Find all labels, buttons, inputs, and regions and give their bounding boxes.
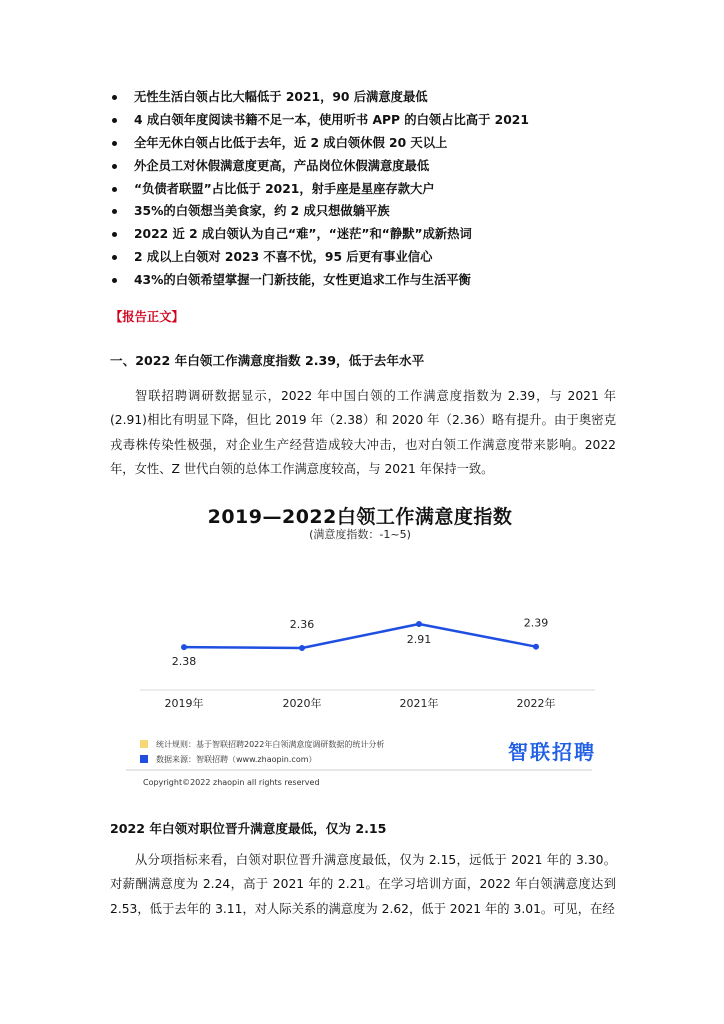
list-item	[108, 109, 648, 132]
x-tick-label: 2021年	[399, 697, 439, 710]
series-line	[184, 624, 536, 648]
satisfaction-index-chart	[120, 496, 600, 796]
bullet-text: 43%的白领希望掌握一门新技能，女性更追求工作与生活平衡	[134, 273, 471, 288]
bullet-dot	[112, 255, 117, 260]
bullet-dot	[112, 164, 117, 169]
zhaopin-logo: 智联招聘	[508, 740, 596, 764]
data-point	[299, 645, 305, 651]
bullet-text: “负债者联盟”占比低于 2021，射手座是星座存款大户	[134, 181, 435, 196]
section-tag: 【报告正文】	[110, 310, 184, 324]
list-item	[108, 223, 648, 246]
x-tick-label: 2019年	[164, 697, 204, 710]
bullet-dot	[112, 95, 117, 100]
legend-swatch-yellow	[140, 740, 148, 748]
body-paragraph: 从分项指标来看，白领对职位晋升满意度最低，仅为 2.15，远低于 2021 年的 3.30。对薪酬满意度为 2.24，高于 2021 年的 2.21。在学习培训方面，2022 年白领满意度达到 2.53，低于去年的 3.11，对人际关系的满意度为 2.62，低于 2021 年的 3.01。可见，在经	[110, 853, 616, 916]
data-label: 2.91	[406, 633, 432, 646]
bullet-dot	[112, 118, 117, 123]
bullet-text: 外企员工对休假满意度更高，产品岗位休假满意度最低	[134, 158, 430, 173]
data-point	[416, 621, 422, 627]
bullet-text: 2 成以上白领对 2023 不喜不忧，95 后更有事业信心	[134, 250, 433, 265]
data-label: 2.38	[171, 655, 197, 669]
bullet-text: 4 成白领年度阅读书籍不足一本，使用听书 APP 的白领占比高于 2021	[134, 112, 529, 127]
list-item	[108, 155, 648, 178]
bullet-dot	[112, 232, 117, 237]
list-item	[108, 200, 648, 223]
chart-subtitle: (满意度指数：-1~5)	[309, 528, 411, 541]
data-label: 2.36	[289, 618, 315, 631]
bullet-dot	[112, 278, 117, 283]
data-point	[533, 644, 539, 650]
chart-footnote-source	[140, 754, 317, 765]
legend-swatch-blue	[140, 755, 148, 763]
chart-title: 2019—2022白领工作满意度指数	[207, 506, 513, 528]
bullet-text: 全年无休白领占比低于去年，近 2 成白领休假 20 天以上	[134, 135, 448, 150]
bullet-dot	[112, 141, 117, 146]
x-tick-label: 2020年	[282, 697, 322, 710]
list-item	[108, 246, 648, 269]
x-tick-label: 2022年	[516, 697, 556, 710]
list-item	[108, 269, 648, 292]
body-paragraph: 智联招聘调研数据显示，2022 年中国白领的工作满意度指数为 2.39，与 2021 年(2.91)相比有明显下降，但比 2019 年（2.38）和 2020 年（2.36）略有提升。由于奥密克戎毒株传染性极强，对企业生产经营造成较大冲击，也对白领工作满意度带来影响。2022 年，女性、Z 世代白领的总体工作满意度较高，与 2021 年保持一致。	[110, 389, 616, 476]
bullet-text: 35%的白领想当美食家，约 2 成只想做躺平族	[134, 204, 390, 219]
bullet-text: 无性生活白领占比大幅低于 2021，90 后满意度最低	[134, 90, 428, 104]
footnote-text: 数据来源：智联招聘（www.zhaopin.com）	[156, 755, 317, 764]
subsection-heading: 2022 年白领对职位晋升满意度最低，仅为 2.15	[110, 821, 387, 836]
list-item	[108, 86, 648, 109]
section-heading: 一、2022 年白领工作满意度指数 2.39，低于去年水平	[110, 353, 425, 368]
data-label: 2.39	[523, 616, 549, 630]
bullet-dot	[112, 187, 117, 192]
footnote-text: 统计规则：基于智联招聘2022年白领满意度调研数据的统计分析	[156, 740, 385, 749]
chart-footnote-rule	[140, 739, 384, 750]
bullet-dot	[112, 209, 117, 214]
chart-copyright: Copyright©2022 zhaopin all rights reserved	[143, 778, 320, 787]
bullet-text: 2022 近 2 成白领认为自己“难”，“迷茫”和“静默”成新热词	[134, 227, 472, 242]
data-point	[181, 644, 187, 650]
highlights-list	[108, 86, 648, 292]
list-item	[108, 132, 648, 155]
list-item	[108, 178, 648, 201]
